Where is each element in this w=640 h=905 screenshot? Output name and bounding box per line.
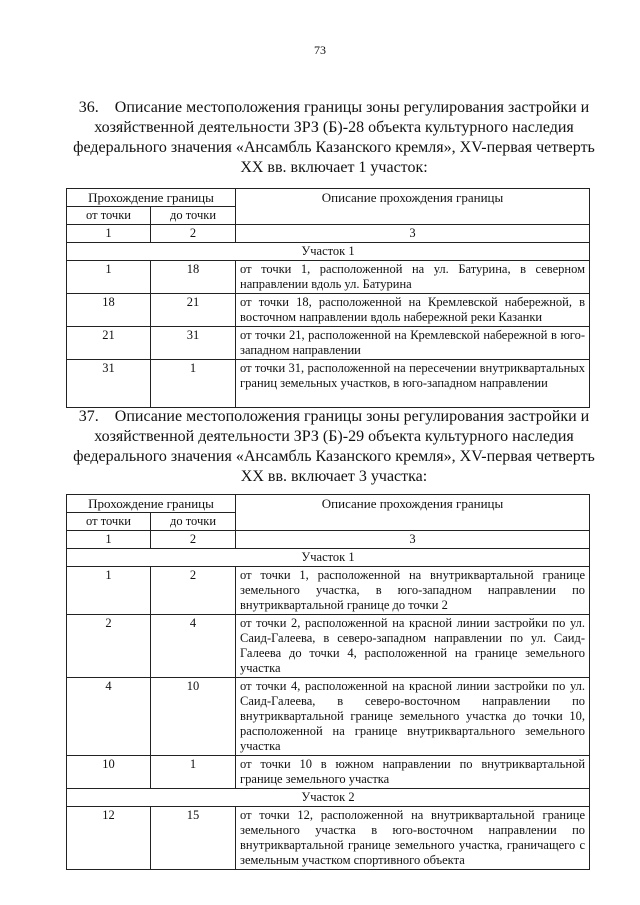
to-point: 18: [151, 261, 236, 294]
section-heading-37: [70, 407, 598, 487]
table-header-row: [67, 189, 590, 207]
table-row: [67, 261, 590, 294]
from-point: 2: [67, 615, 151, 678]
header-from: от точки: [67, 513, 151, 531]
to-point: 4: [151, 615, 236, 678]
col-num-1: 1: [67, 531, 151, 549]
to-point: 31: [151, 327, 236, 360]
row-description: от точки 1, расположенной на внутриквартальной границе земельного участка, в юго-западном направлении по внутриквартальной границе до точки 2: [236, 567, 590, 615]
from-point: 4: [67, 678, 151, 756]
plot-name: Участок 2: [67, 789, 590, 807]
to-point: 21: [151, 294, 236, 327]
col-num-2: 2: [151, 225, 236, 243]
to-point: 2: [151, 567, 236, 615]
plot-row: [67, 789, 590, 807]
column-number-row: [67, 225, 590, 243]
col-num-3: 3: [236, 225, 590, 243]
from-point: 10: [67, 756, 151, 789]
header-from: от точки: [67, 207, 151, 225]
table-row: [67, 360, 590, 408]
from-point: 1: [67, 261, 151, 294]
from-point: 31: [67, 360, 151, 408]
section-heading-36: [70, 98, 598, 178]
row-description: от точки 10 в южном направлении по внутриквартальной границе земельного участка: [236, 756, 590, 789]
header-to: до точки: [151, 513, 236, 531]
table-row: [67, 615, 590, 678]
header-group: Прохождение границы: [67, 189, 236, 207]
col-num-3: 3: [236, 531, 590, 549]
plot-row: [67, 549, 590, 567]
row-description: от точки 4, расположенной на красной линии застройки по ул. Саид-Галеева, в северо-восточном направлении по внутриквартальной границе земельного участка до точки 10, расположенной на границе внутриквартального земельного участка: [236, 678, 590, 756]
page-number: 73: [314, 43, 326, 57]
plot-name: Участок 1: [67, 243, 590, 261]
row-description: от точки 18, расположенной на Кремлевской набережной, в восточном направлении вдоль набережной реки Казанки: [236, 294, 590, 327]
row-description: от точки 2, расположенной на красной линии застройки по ул. Саид-Галеева, в северо-западном направлении по ул. Саид-Галеева до точки 4, расположенной на границе земельного участка: [236, 615, 590, 678]
to-point: 10: [151, 678, 236, 756]
table-row: [67, 678, 590, 756]
plot-name: Участок 1: [67, 549, 590, 567]
to-point: 15: [151, 807, 236, 870]
section-number: 36.: [78, 99, 99, 116]
table-row: [67, 294, 590, 327]
header-to: до точки: [151, 207, 236, 225]
header-description: Описание прохождения границы: [236, 189, 590, 225]
header-group: Прохождение границы: [67, 495, 236, 513]
table-row: [67, 327, 590, 360]
row-description: от точки 31, расположенной на пересечении внутриквартальных границ земельных участков, в юго-западном направлении: [236, 360, 590, 408]
to-point: 1: [151, 756, 236, 789]
from-point: 12: [67, 807, 151, 870]
col-num-2: 2: [151, 531, 236, 549]
column-number-row: [67, 531, 590, 549]
table-row: [67, 756, 590, 789]
row-description: от точки 21, расположенной на Кремлевской набережной в юго-западном направлении: [236, 327, 590, 360]
from-point: 1: [67, 567, 151, 615]
section-title: Описание местоположения границы зоны регулирования застройки и хозяйственной деятельности ЗРЗ (Б)-28 объекта культурного наследия федерального значения «Ансамбль Казанского кремля», XV-первая четверть XX вв. включает 1 участок:: [73, 99, 595, 176]
col-num-1: 1: [67, 225, 151, 243]
table-row: [67, 567, 590, 615]
header-description: Описание прохождения границы: [236, 495, 590, 531]
from-point: 18: [67, 294, 151, 327]
row-description: от точки 12, расположенной на внутриквартальной границе земельного участка в юго-восточном направлении по внутриквартальной границе земельного участка, граничащего с земельным участком спортивного объекта: [236, 807, 590, 870]
section-title: Описание местоположения границы зоны регулирования застройки и хозяйственной деятельности ЗРЗ (Б)-29 объекта культурного наследия федерального значения «Ансамбль Казанского кремля», XV-первая четверть XX вв. включает 3 участка:: [73, 408, 595, 485]
section-number: 37.: [78, 408, 99, 425]
row-description: от точки 1, расположенной на ул. Батурина, в северном направлении вдоль ул. Батурина: [236, 261, 590, 294]
plot-row: [67, 243, 590, 261]
boundary-table-36: [66, 188, 590, 408]
boundary-table-37: [66, 494, 590, 870]
from-point: 21: [67, 327, 151, 360]
table-row: [67, 807, 590, 870]
table-header-row: [67, 495, 590, 513]
to-point: 1: [151, 360, 236, 408]
